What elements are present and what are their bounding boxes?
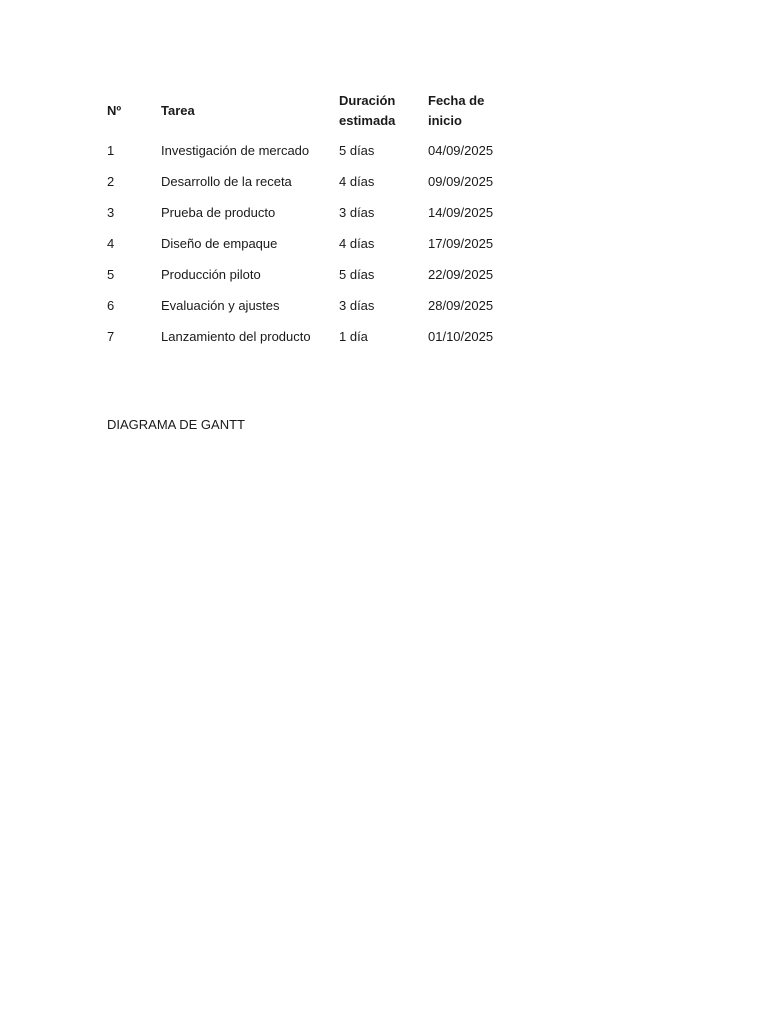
header-start-date bbox=[428, 91, 508, 135]
row-start-date: 04/09/2025 bbox=[428, 143, 494, 158]
row-start-date: 22/09/2025 bbox=[428, 267, 494, 282]
row-start-date: 01/10/2025 bbox=[428, 329, 494, 344]
table-header-row bbox=[107, 91, 508, 135]
row-duration: 3 días bbox=[339, 298, 375, 313]
row-task: Investigación de mercado bbox=[161, 143, 310, 158]
table-row bbox=[107, 228, 508, 259]
table-row bbox=[107, 197, 508, 228]
table-row bbox=[107, 259, 508, 290]
header-start-line2: inicio bbox=[428, 113, 462, 128]
row-start-date: 14/09/2025 bbox=[428, 205, 494, 220]
row-number: 3 bbox=[107, 205, 115, 220]
row-number: 5 bbox=[107, 267, 115, 282]
table-row bbox=[107, 135, 508, 166]
table-row bbox=[107, 166, 508, 197]
gantt-section-title: DIAGRAMA DE GANTT bbox=[107, 417, 245, 432]
table-row bbox=[107, 290, 508, 321]
row-number: 1 bbox=[107, 143, 115, 158]
row-start-date: 17/09/2025 bbox=[428, 236, 494, 251]
row-task: Desarrollo de la receta bbox=[161, 174, 292, 189]
table-body bbox=[107, 135, 508, 352]
header-task: Tarea bbox=[161, 103, 195, 118]
header-duration bbox=[339, 91, 428, 135]
row-duration: 4 días bbox=[339, 236, 375, 251]
row-number: 6 bbox=[107, 298, 115, 313]
row-duration: 5 días bbox=[339, 267, 375, 282]
row-number: 7 bbox=[107, 329, 115, 344]
row-duration: 4 días bbox=[339, 174, 375, 189]
row-duration: 3 días bbox=[339, 205, 375, 220]
row-task: Lanzamiento del producto bbox=[161, 329, 311, 344]
row-duration: 5 días bbox=[339, 143, 375, 158]
row-task: Evaluación y ajustes bbox=[161, 298, 280, 313]
row-duration: 1 día bbox=[339, 329, 368, 344]
row-number: 4 bbox=[107, 236, 115, 251]
task-table bbox=[107, 91, 508, 352]
row-number: 2 bbox=[107, 174, 115, 189]
table-header bbox=[107, 91, 508, 135]
row-task: Diseño de empaque bbox=[161, 236, 278, 251]
header-start-line1: Fecha de bbox=[428, 93, 485, 108]
header-number: Nº bbox=[107, 103, 122, 118]
table-row bbox=[107, 321, 508, 352]
row-task: Prueba de producto bbox=[161, 205, 276, 220]
row-task: Producción piloto bbox=[161, 267, 261, 282]
header-duration-line2: estimada bbox=[339, 113, 396, 128]
header-duration-line1: Duración bbox=[339, 93, 396, 108]
row-start-date: 28/09/2025 bbox=[428, 298, 494, 313]
row-start-date: 09/09/2025 bbox=[428, 174, 494, 189]
